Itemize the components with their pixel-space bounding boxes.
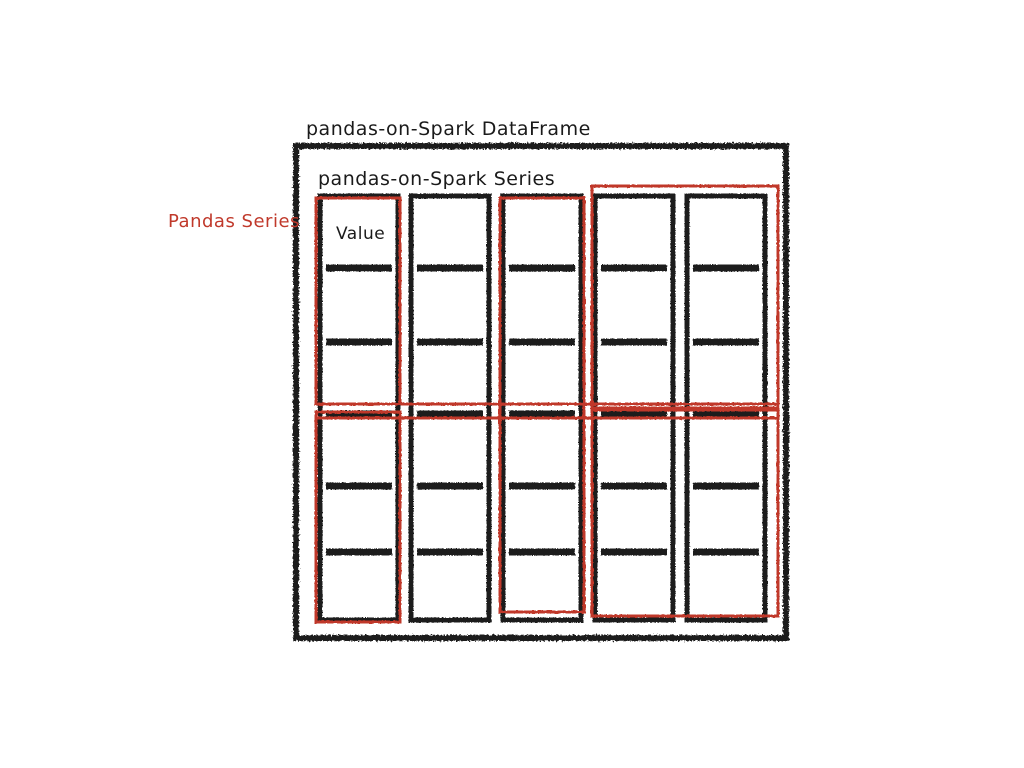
label-pandas-on-spark-dataframe: pandas-on-Spark DataFrame: [306, 118, 591, 140]
label-pandas-on-spark-series: pandas-on-Spark Series: [318, 168, 556, 190]
label-pandas-series: Pandas Series: [168, 211, 300, 232]
column-box-1: [411, 196, 489, 620]
column-box-0: [320, 196, 398, 620]
column-box-2: [503, 196, 581, 620]
label-value: Value: [336, 224, 386, 244]
highlight-pandas-series-bottom: [316, 412, 400, 622]
dataframe-outer-box: [296, 146, 786, 638]
